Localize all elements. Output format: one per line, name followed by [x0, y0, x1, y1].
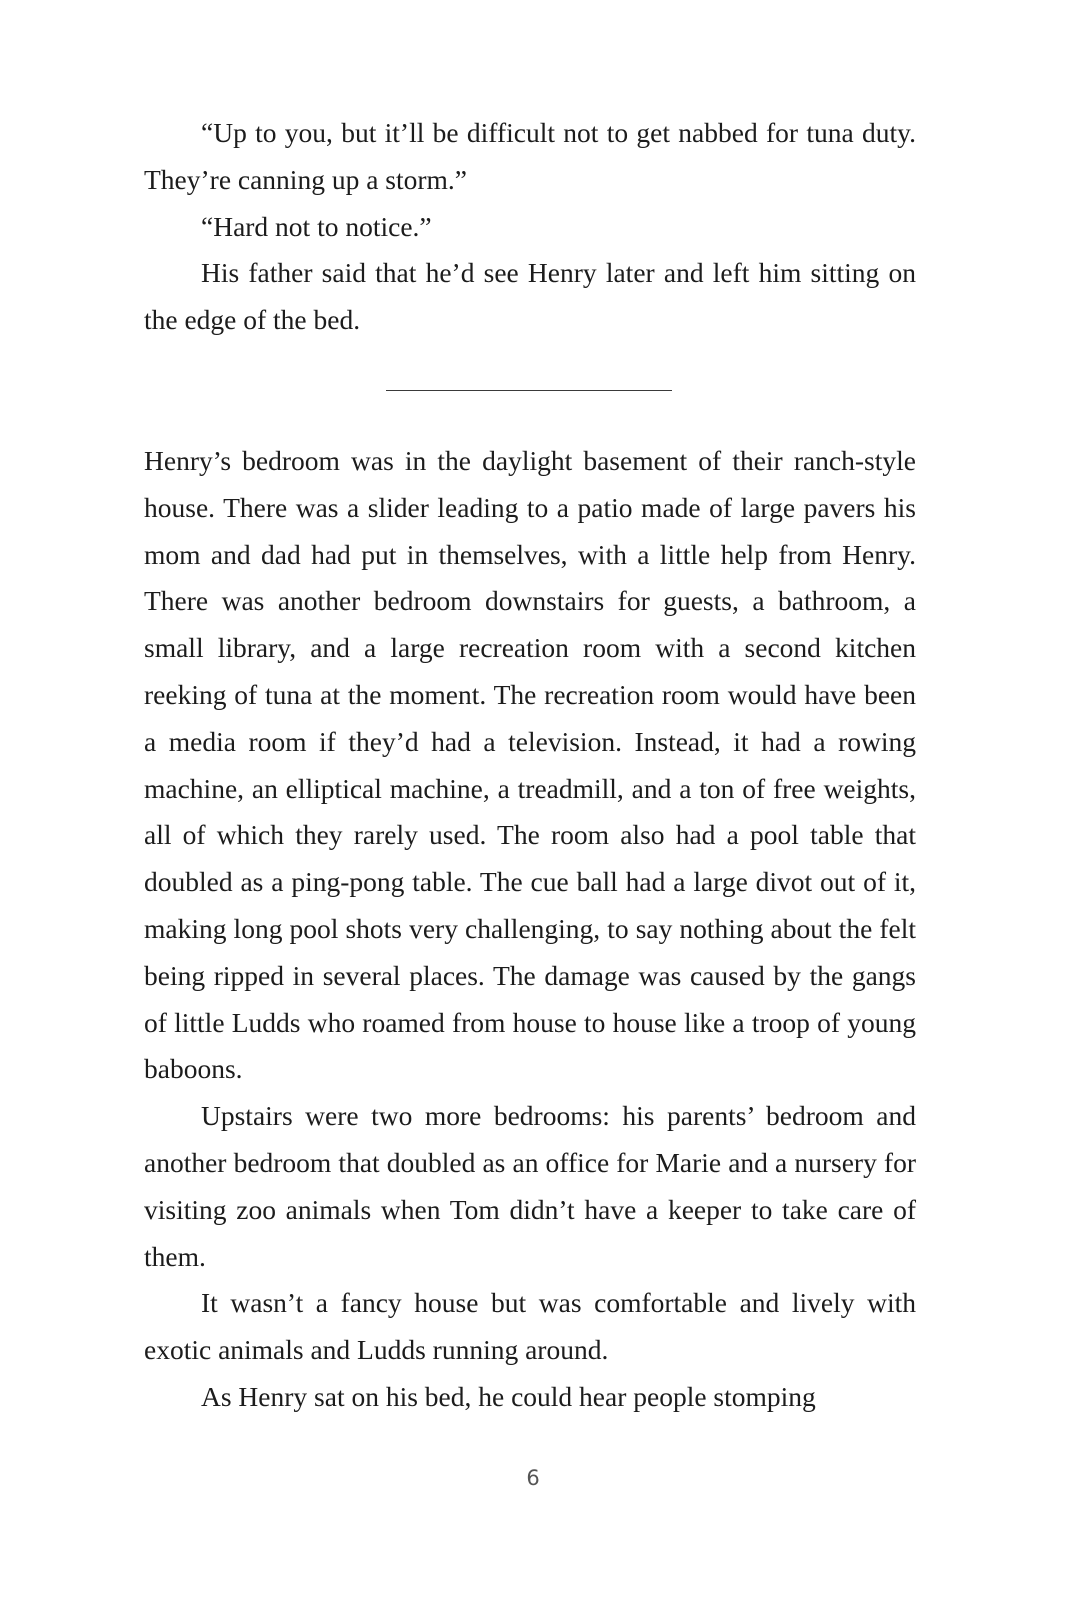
paragraph: “Hard not to notice.” — [201, 210, 432, 242]
paragraph: His father said that he’d see Henry later and left him sitting on the edge of the bed. — [144, 257, 916, 336]
page-number: 6 — [526, 1466, 541, 1490]
paragraph: “Up to you, but it’ll be difficult not to get nabbed for tuna duty. They’re canning up a storm.” — [144, 117, 916, 195]
top-text-section — [144, 110, 916, 344]
scene-break-divider — [386, 390, 672, 391]
paragraph: As Henry sat on his bed, he could hear people stomping — [201, 1380, 816, 1412]
paragraph: Upstairs were two more bedrooms: his parents’ bedroom and another bedroom that doubled as an office for Marie and a nursery for visiting zoo animals when Tom didn’t have a keeper to take care of them. — [144, 1100, 916, 1272]
bottom-text-section — [144, 438, 916, 1421]
paragraph: Henry’s bedroom was in the daylight basement of their ranch-style house. There was a slider leading to a patio made of large pavers his mom and dad had put in themselves, with a little help from Henry. There was another bedroom downstairs for guests, a bathroom, a small library, and a large recreation room with a second kitchen reeking of tuna at the moment. The recreation room would have been a media room if they’d had a television. Instead, it had a rowing machine, an elliptical machine, a treadmill, and a ton of free weights, all of which they rarely used. The room also had a pool table that doubled as a ping-pong table. The cue ball had a large divot out of it, making long pool shots very challenging, to say nothing about the felt being ripped in several places. The damage was caused by the gangs of little Ludds who roamed from house to house like a troop of young baboons. — [144, 445, 916, 1085]
paragraph: It wasn’t a fancy house but was comfortable and lively with exotic animals and Ludds running around. — [144, 1287, 916, 1366]
